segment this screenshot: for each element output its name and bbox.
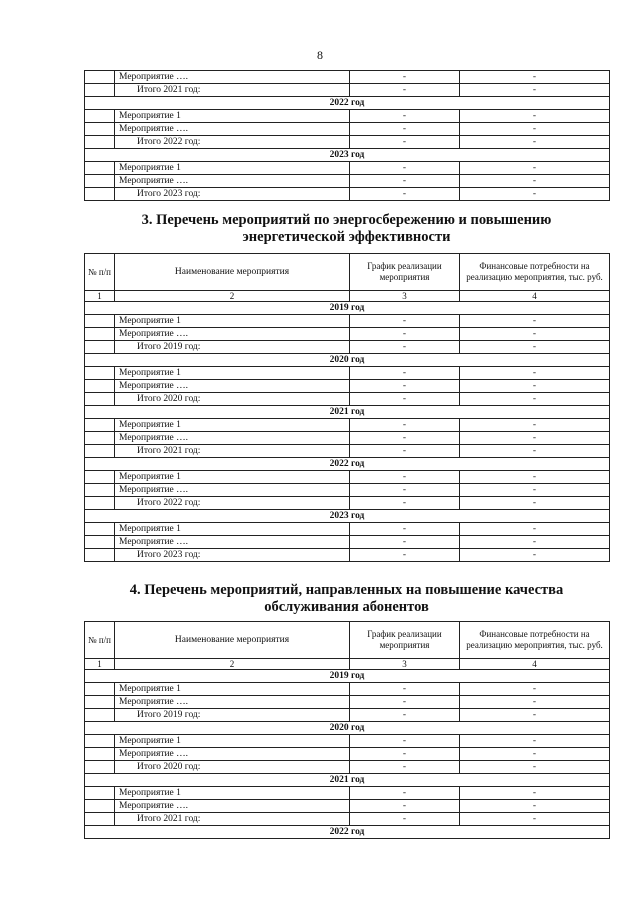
table-row — [85, 523, 610, 536]
row-number-cell — [85, 748, 115, 761]
continuation-table-block — [84, 70, 609, 201]
schedule-cell: - — [350, 549, 460, 562]
section-3-title — [84, 212, 609, 246]
schedule-cell: - — [350, 328, 460, 341]
total-label: Итого 2021 год: — [115, 445, 350, 458]
table-row — [85, 328, 610, 341]
row-number-cell — [85, 393, 115, 406]
year-label: 2020 год — [85, 722, 610, 735]
schedule-cell: - — [350, 315, 460, 328]
table-row — [85, 432, 610, 445]
row-number-cell — [85, 536, 115, 549]
total-row — [85, 393, 610, 406]
table-row — [85, 380, 610, 393]
schedule-cell: - — [350, 188, 460, 201]
finance-cell: - — [460, 110, 610, 123]
total-row — [85, 549, 610, 562]
finance-cell: - — [460, 813, 610, 826]
section-4-table — [84, 621, 610, 839]
finance-cell: - — [460, 696, 610, 709]
table-row — [85, 800, 610, 813]
measure-name: Мероприятие …. — [115, 328, 350, 341]
year-label: 2022 год — [85, 458, 610, 471]
row-number-cell — [85, 523, 115, 536]
col-number: 1 — [85, 659, 115, 670]
schedule-cell: - — [350, 696, 460, 709]
section-3-title-line-1: 3. Перечень мероприятий по энергосбережению и повышению — [141, 212, 552, 228]
header-num: № п/п — [85, 254, 115, 291]
finance-cell: - — [460, 162, 610, 175]
column-number-row — [85, 659, 610, 670]
total-label: Итого 2023 год: — [115, 188, 350, 201]
total-label: Итого 2020 год: — [115, 393, 350, 406]
row-number-cell — [85, 761, 115, 774]
page-number: 8 — [317, 48, 323, 62]
row-number-cell — [85, 735, 115, 748]
table-row — [85, 748, 610, 761]
year-label: 2022 год — [85, 826, 610, 839]
measure-name: Мероприятие …. — [115, 432, 350, 445]
year-row — [85, 510, 610, 523]
measure-name: Мероприятие …. — [115, 175, 350, 188]
table-row — [85, 367, 610, 380]
schedule-cell: - — [350, 432, 460, 445]
table-row — [85, 71, 610, 84]
header-name: Наименование мероприятия — [115, 622, 350, 659]
finance-cell: - — [460, 123, 610, 136]
row-number-cell — [85, 123, 115, 136]
measure-name: Мероприятие …. — [115, 696, 350, 709]
year-label: 2019 год — [85, 670, 610, 683]
section-4-title — [84, 582, 609, 616]
finance-cell: - — [460, 761, 610, 774]
year-row — [85, 354, 610, 367]
row-number-cell — [85, 787, 115, 800]
total-label: Итого 2019 год: — [115, 709, 350, 722]
header-name: Наименование мероприятия — [115, 254, 350, 291]
row-number-cell — [85, 471, 115, 484]
finance-cell: - — [460, 71, 610, 84]
row-number-cell — [85, 419, 115, 432]
measure-name: Мероприятие 1 — [115, 523, 350, 536]
year-label: 2022 год — [85, 97, 610, 110]
schedule-cell: - — [350, 709, 460, 722]
finance-cell: - — [460, 549, 610, 562]
table-row — [85, 419, 610, 432]
year-row — [85, 722, 610, 735]
schedule-cell: - — [350, 523, 460, 536]
total-row — [85, 813, 610, 826]
total-row — [85, 761, 610, 774]
table-row — [85, 696, 610, 709]
year-row — [85, 826, 610, 839]
schedule-cell: - — [350, 393, 460, 406]
total-label: Итого 2022 год: — [115, 136, 350, 149]
row-number-cell — [85, 813, 115, 826]
schedule-cell: - — [350, 162, 460, 175]
measure-name: Мероприятие 1 — [115, 735, 350, 748]
year-row — [85, 149, 610, 162]
year-row — [85, 458, 610, 471]
finance-cell: - — [460, 419, 610, 432]
col-number: 2 — [115, 659, 350, 670]
finance-cell: - — [460, 393, 610, 406]
schedule-cell: - — [350, 175, 460, 188]
schedule-cell: - — [350, 536, 460, 549]
schedule-cell: - — [350, 813, 460, 826]
year-label: 2019 год — [85, 302, 610, 315]
header-num: № п/п — [85, 622, 115, 659]
table-row — [85, 175, 610, 188]
table-row — [85, 683, 610, 696]
schedule-cell: - — [350, 123, 460, 136]
schedule-cell: - — [350, 419, 460, 432]
year-label: 2021 год — [85, 406, 610, 419]
year-label: 2021 год — [85, 774, 610, 787]
total-row — [85, 497, 610, 510]
total-row — [85, 341, 610, 354]
schedule-cell: - — [350, 471, 460, 484]
row-number-cell — [85, 709, 115, 722]
schedule-cell: - — [350, 136, 460, 149]
total-label: Итого 2020 год: — [115, 761, 350, 774]
schedule-cell: - — [350, 787, 460, 800]
section-3-table — [84, 253, 610, 562]
row-number-cell — [85, 484, 115, 497]
measure-name: Мероприятие 1 — [115, 419, 350, 432]
finance-cell: - — [460, 735, 610, 748]
row-number-cell — [85, 696, 115, 709]
year-row — [85, 97, 610, 110]
row-number-cell — [85, 380, 115, 393]
year-row — [85, 670, 610, 683]
total-row — [85, 84, 610, 97]
finance-cell: - — [460, 787, 610, 800]
table-header-row — [85, 254, 610, 291]
year-label: 2023 год — [85, 510, 610, 523]
total-label: Итого 2021 год: — [115, 84, 350, 97]
finance-cell: - — [460, 523, 610, 536]
measure-name: Мероприятие 1 — [115, 787, 350, 800]
total-row — [85, 136, 610, 149]
schedule-cell: - — [350, 761, 460, 774]
row-number-cell — [85, 136, 115, 149]
finance-cell: - — [460, 188, 610, 201]
schedule-cell: - — [350, 800, 460, 813]
finance-cell: - — [460, 84, 610, 97]
section-3-table-body — [85, 302, 610, 562]
measure-name: Мероприятие …. — [115, 536, 350, 549]
total-row — [85, 445, 610, 458]
measure-name: Мероприятие …. — [115, 800, 350, 813]
finance-cell: - — [460, 445, 610, 458]
finance-cell: - — [460, 484, 610, 497]
total-label: Итого 2019 год: — [115, 341, 350, 354]
finance-cell: - — [460, 341, 610, 354]
header-schedule: График реализации мероприятия — [350, 622, 460, 659]
finance-cell: - — [460, 367, 610, 380]
header-finance: Финансовые потребности на реализацию мероприятия, тыс. руб. — [460, 622, 610, 659]
header-finance: Финансовые потребности на реализацию мероприятия, тыс. руб. — [460, 254, 610, 291]
row-number-cell — [85, 367, 115, 380]
year-label: 2023 год — [85, 149, 610, 162]
finance-cell: - — [460, 497, 610, 510]
table-row — [85, 536, 610, 549]
row-number-cell — [85, 341, 115, 354]
finance-cell: - — [460, 315, 610, 328]
section-4-title-line-2: обслуживания абонентов — [264, 599, 429, 615]
schedule-cell: - — [350, 445, 460, 458]
row-number-cell — [85, 110, 115, 123]
col-number: 4 — [460, 659, 610, 670]
schedule-cell: - — [350, 484, 460, 497]
table-row — [85, 162, 610, 175]
measure-name: Мероприятие 1 — [115, 162, 350, 175]
col-number: 2 — [115, 291, 350, 302]
table-row — [85, 110, 610, 123]
finance-cell: - — [460, 328, 610, 341]
measure-name: Мероприятие 1 — [115, 471, 350, 484]
measure-name: Мероприятие 1 — [115, 315, 350, 328]
year-row — [85, 302, 610, 315]
section-4-table-block — [84, 621, 609, 839]
continuation-table-body — [85, 71, 610, 201]
total-label: Итого 2021 год: — [115, 813, 350, 826]
finance-cell: - — [460, 432, 610, 445]
year-label: 2020 год — [85, 354, 610, 367]
table-row — [85, 787, 610, 800]
column-number-row — [85, 291, 610, 302]
measure-name: Мероприятие …. — [115, 380, 350, 393]
col-number: 1 — [85, 291, 115, 302]
measure-name: Мероприятие 1 — [115, 110, 350, 123]
finance-cell: - — [460, 709, 610, 722]
row-number-cell — [85, 188, 115, 201]
header-schedule: График реализации мероприятия — [350, 254, 460, 291]
finance-cell: - — [460, 380, 610, 393]
finance-cell: - — [460, 748, 610, 761]
col-number: 4 — [460, 291, 610, 302]
finance-cell: - — [460, 175, 610, 188]
schedule-cell: - — [350, 380, 460, 393]
row-number-cell — [85, 71, 115, 84]
schedule-cell: - — [350, 84, 460, 97]
finance-cell: - — [460, 683, 610, 696]
year-row — [85, 774, 610, 787]
measure-name: Мероприятие …. — [115, 71, 350, 84]
finance-cell: - — [460, 800, 610, 813]
row-number-cell — [85, 683, 115, 696]
row-number-cell — [85, 549, 115, 562]
row-number-cell — [85, 315, 115, 328]
table-row — [85, 471, 610, 484]
schedule-cell: - — [350, 110, 460, 123]
section-3-title-line-2: энергетической эффективности — [242, 229, 451, 245]
finance-cell: - — [460, 471, 610, 484]
total-label: Итого 2023 год: — [115, 549, 350, 562]
finance-cell: - — [460, 136, 610, 149]
schedule-cell: - — [350, 341, 460, 354]
schedule-cell: - — [350, 748, 460, 761]
col-number: 3 — [350, 291, 460, 302]
measure-name: Мероприятие …. — [115, 123, 350, 136]
schedule-cell: - — [350, 683, 460, 696]
row-number-cell — [85, 84, 115, 97]
col-number: 3 — [350, 659, 460, 670]
measure-name: Мероприятие 1 — [115, 683, 350, 696]
measure-name: Мероприятие …. — [115, 484, 350, 497]
table-row — [85, 123, 610, 136]
schedule-cell: - — [350, 367, 460, 380]
schedule-cell: - — [350, 497, 460, 510]
table-row — [85, 484, 610, 497]
row-number-cell — [85, 328, 115, 341]
measure-name: Мероприятие 1 — [115, 367, 350, 380]
year-row — [85, 406, 610, 419]
schedule-cell: - — [350, 71, 460, 84]
section-3-table-block — [84, 253, 609, 562]
total-row — [85, 709, 610, 722]
row-number-cell — [85, 162, 115, 175]
section-4-title-line-1: 4. Перечень мероприятий, направленных на повышение качества — [129, 582, 564, 598]
table-row — [85, 735, 610, 748]
row-number-cell — [85, 497, 115, 510]
row-number-cell — [85, 432, 115, 445]
row-number-cell — [85, 175, 115, 188]
measure-name: Мероприятие …. — [115, 748, 350, 761]
total-row — [85, 188, 610, 201]
table-header-row — [85, 622, 610, 659]
continuation-table — [84, 70, 610, 201]
total-label: Итого 2022 год: — [115, 497, 350, 510]
section-4-table-body — [85, 670, 610, 839]
finance-cell: - — [460, 536, 610, 549]
row-number-cell — [85, 800, 115, 813]
table-row — [85, 315, 610, 328]
row-number-cell — [85, 445, 115, 458]
schedule-cell: - — [350, 735, 460, 748]
